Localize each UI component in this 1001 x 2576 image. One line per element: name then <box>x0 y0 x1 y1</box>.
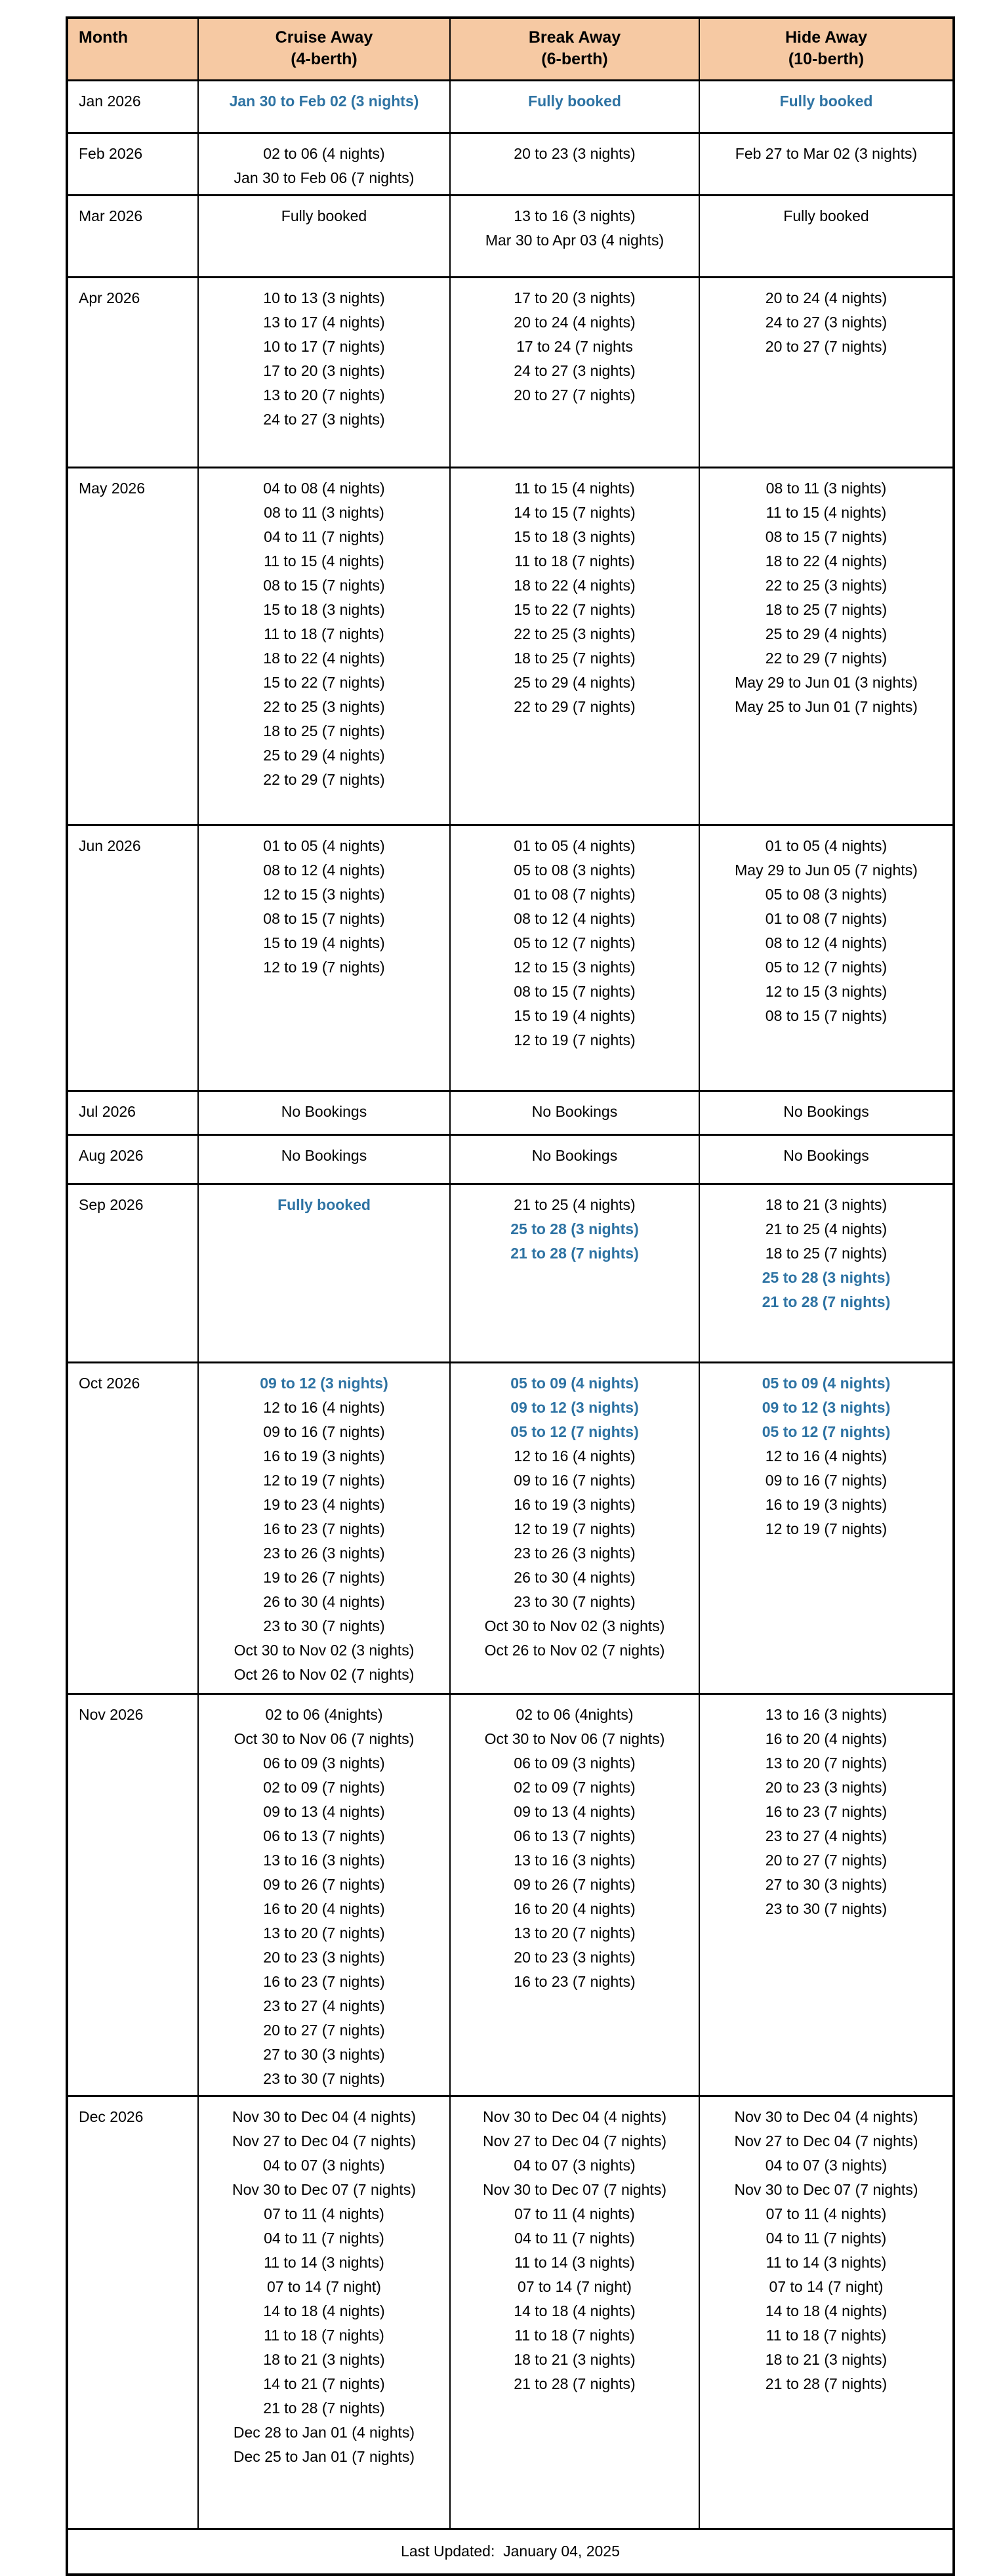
column-header-month <box>67 18 198 80</box>
availability-entry: 19 to 26 (7 nights) <box>263 1568 385 1586</box>
column-header-hide-away <box>699 18 954 80</box>
table-row <box>67 2096 954 2529</box>
availability-entry: 11 to 18 (7 nights) <box>766 2326 887 2344</box>
break-away-cell <box>450 1693 699 2096</box>
availability-entry: 08 to 12 (4 nights) <box>765 934 888 951</box>
cruise-away-cell <box>198 825 450 1091</box>
availability-entry: 17 to 24 (7 nights <box>516 337 633 355</box>
month-label: Mar 2026 <box>67 195 198 277</box>
availability-entry: 26 to 30 (4 nights) <box>263 1592 385 1610</box>
month-label: Jul 2026 <box>67 1091 198 1134</box>
availability-entry: 24 to 27 (3 nights) <box>263 410 385 428</box>
column-header-label: Hide Away <box>785 28 868 47</box>
hide-away-cell <box>699 467 954 825</box>
availability-entry: 20 to 23 (3 nights) <box>514 1948 636 1966</box>
availability-entry: 05 to 09 (4 nights) <box>510 1374 639 1392</box>
availability-entry: 01 to 08 (7 nights) <box>765 909 888 927</box>
availability-entry: 05 to 12 (7 nights) <box>514 934 636 951</box>
availability-entry: Oct 26 to Nov 02 (7 nights) <box>234 1665 415 1683</box>
column-header-break-away <box>450 18 699 80</box>
month-label: Nov 2026 <box>67 1693 198 2096</box>
availability-entry: 23 to 27 (4 nights) <box>263 1997 385 2014</box>
cruise-away-cell <box>198 1134 450 1184</box>
availability-entry: Oct 26 to Nov 02 (7 nights) <box>484 1641 665 1659</box>
hide-away-cell <box>699 2096 954 2529</box>
availability-entry: 02 to 09 (7 nights) <box>263 1778 385 1796</box>
availability-entry: 27 to 30 (3 nights) <box>263 2045 385 2063</box>
availability-entry: 21 to 28 (7 nights) <box>765 2375 888 2392</box>
availability-entry: 18 to 22 (4 nights) <box>263 649 385 667</box>
availability-entry: 16 to 20 (4 nights) <box>765 1730 888 1747</box>
availability-entry: 08 to 15 (7 nights) <box>263 576 385 594</box>
availability-entry: 06 to 13 (7 nights) <box>514 1827 636 1844</box>
availability-entry: 09 to 16 (7 nights) <box>765 1471 888 1489</box>
cruise-away-cell <box>198 467 450 825</box>
availability-entry: Feb 27 to Mar 02 (3 nights) <box>735 144 918 162</box>
availability-entry: Nov 30 to Dec 07 (7 nights) <box>734 2180 918 2198</box>
availability-entry: 14 to 15 (7 nights) <box>514 503 636 521</box>
availability-entry: 01 to 05 (4 nights) <box>263 837 385 854</box>
break-away-cell <box>450 825 699 1091</box>
cruise-away-cell <box>198 277 450 467</box>
availability-entry: May 29 to Jun 01 (3 nights) <box>735 673 918 691</box>
availability-entry: No Bookings <box>281 1146 367 1164</box>
hide-away-cell <box>699 1184 954 1362</box>
availability-entry: 11 to 14 (3 nights) <box>514 2253 635 2271</box>
column-header-berth: (10-berth) <box>788 50 865 68</box>
availability-entry: 11 to 15 (4 nights) <box>514 479 635 497</box>
availability-entry: Oct 30 to Nov 06 (7 nights) <box>234 1730 415 1747</box>
cruise-away-cell <box>198 133 450 195</box>
availability-entry: 18 to 21 (3 nights) <box>765 1195 888 1213</box>
table-row <box>67 1134 954 1184</box>
availability-entry: 10 to 17 (7 nights) <box>263 337 385 355</box>
availability-entry: 01 to 05 (4 nights) <box>514 837 636 854</box>
table-row <box>67 80 954 133</box>
availability-entry: 06 to 09 (3 nights) <box>514 1754 636 1772</box>
availability-entry: 13 to 20 (7 nights) <box>514 1924 636 1942</box>
availability-entry: 14 to 18 (4 nights) <box>514 2302 636 2319</box>
availability-entry: 05 to 09 (4 nights) <box>762 1374 891 1392</box>
cruise-away-cell <box>198 80 450 133</box>
availability-entry: 12 to 19 (7 nights) <box>514 1031 636 1049</box>
availability-entry: 23 to 30 (7 nights) <box>514 1592 636 1610</box>
availability-entry: 18 to 22 (4 nights) <box>765 552 888 570</box>
availability-entry: Dec 28 to Jan 01 (4 nights) <box>233 2423 415 2441</box>
availability-entry: 11 to 14 (3 nights) <box>766 2253 887 2271</box>
availability-entry: 21 to 25 (4 nights) <box>765 1220 888 1237</box>
availability-entry: Jan 30 to Feb 06 (7 nights) <box>234 169 415 186</box>
availability-entry: 25 to 29 (4 nights) <box>263 746 385 764</box>
availability-entry: 11 to 15 (4 nights) <box>264 552 384 570</box>
column-header-label: Month <box>79 28 128 47</box>
month-label: Dec 2026 <box>67 2096 198 2529</box>
availability-entry: 08 to 12 (4 nights) <box>514 909 636 927</box>
availability-entry: No Bookings <box>783 1146 869 1164</box>
hide-away-cell <box>699 1693 954 2096</box>
table-row <box>67 133 954 195</box>
month-label: Sep 2026 <box>67 1184 198 1362</box>
hide-away-cell <box>699 1134 954 1184</box>
availability-entry: 06 to 13 (7 nights) <box>263 1827 385 1844</box>
cruise-away-cell <box>198 1091 450 1134</box>
availability-entry: 15 to 22 (7 nights) <box>263 673 385 691</box>
column-header-berth: (4-berth) <box>291 50 358 68</box>
availability-entry: 20 to 24 (4 nights) <box>514 313 636 331</box>
availability-entry: Fully booked <box>281 207 367 224</box>
availability-entry: Fully booked <box>528 92 621 110</box>
availability-entry: 15 to 19 (4 nights) <box>263 934 385 951</box>
availability-entry: 23 to 30 (7 nights) <box>765 1900 888 1917</box>
availability-entry: Nov 27 to Dec 04 (7 nights) <box>734 2132 918 2150</box>
availability-entry: 23 to 27 (4 nights) <box>765 1827 888 1844</box>
availability-entry: 04 to 07 (3 nights) <box>514 2156 636 2174</box>
cruise-away-cell <box>198 1362 450 1693</box>
availability-entry: 16 to 23 (7 nights) <box>263 1520 385 1537</box>
availability-entry: 08 to 15 (7 nights) <box>263 909 385 927</box>
break-away-cell <box>450 1362 699 1693</box>
availability-entry: 06 to 09 (3 nights) <box>263 1754 385 1772</box>
availability-entry: 05 to 12 (7 nights) <box>765 958 888 976</box>
availability-entry: 08 to 12 (4 nights) <box>263 861 385 879</box>
hide-away-cell <box>699 277 954 467</box>
availability-entry: 01 to 05 (4 nights) <box>765 837 888 854</box>
availability-entry: 23 to 26 (3 nights) <box>263 1544 385 1562</box>
availability-entry: No Bookings <box>531 1102 618 1120</box>
availability-entry: 22 to 29 (7 nights) <box>765 649 888 667</box>
column-header-cruise-away <box>198 18 450 80</box>
availability-entry: 15 to 19 (4 nights) <box>514 1007 636 1024</box>
availability-entry: 02 to 06 (4nights) <box>516 1705 634 1723</box>
table-row <box>67 1362 954 1693</box>
break-away-cell <box>450 133 699 195</box>
header-row <box>67 18 954 80</box>
availability-entry: 18 to 25 (7 nights) <box>765 1244 888 1262</box>
availability-entry: 05 to 08 (3 nights) <box>765 885 888 903</box>
month-label: Aug 2026 <box>67 1134 198 1184</box>
availability-entry: 16 to 19 (3 nights) <box>765 1495 888 1513</box>
availability-entry: 09 to 16 (7 nights) <box>263 1423 385 1440</box>
availability-entry: 04 to 11 (7 nights) <box>766 2229 887 2247</box>
table-header <box>67 18 954 80</box>
availability-entry: 18 to 21 (3 nights) <box>514 2350 636 2368</box>
availability-entry: 21 to 28 (7 nights) <box>762 1293 891 1310</box>
availability-entry: 04 to 07 (3 nights) <box>765 2156 888 2174</box>
column-header-label: Cruise Away <box>275 28 373 47</box>
column-header-label: Break Away <box>528 28 621 47</box>
availability-entry: 18 to 22 (4 nights) <box>514 576 636 594</box>
table-row <box>67 1693 954 2096</box>
footer-row <box>67 2529 954 2575</box>
availability-entry: 20 to 27 (7 nights) <box>765 337 888 355</box>
availability-entry: 07 to 11 (4 nights) <box>766 2205 887 2222</box>
availability-entry: 21 to 28 (7 nights) <box>263 2399 385 2417</box>
month-label: Jan 2026 <box>67 80 198 133</box>
table-row <box>67 195 954 277</box>
availability-entry: 11 to 18 (7 nights) <box>514 2326 635 2344</box>
availability-entry: No Bookings <box>281 1102 367 1120</box>
availability-entry: 26 to 30 (4 nights) <box>514 1568 636 1586</box>
month-label: Jun 2026 <box>67 825 198 1091</box>
availability-entry: 23 to 30 (7 nights) <box>263 1617 385 1634</box>
availability-entry: 08 to 15 (7 nights) <box>765 1007 888 1024</box>
availability-entry: 20 to 23 (3 nights) <box>514 144 636 162</box>
availability-entry: 09 to 13 (4 nights) <box>514 1802 636 1820</box>
table-body <box>67 80 954 2529</box>
table-row <box>67 277 954 467</box>
availability-entry: 12 to 19 (7 nights) <box>263 958 385 976</box>
availability-entry: 05 to 08 (3 nights) <box>514 861 636 879</box>
availability-entry: 13 to 16 (3 nights) <box>514 207 636 224</box>
availability-entry: 18 to 21 (3 nights) <box>263 2350 385 2368</box>
availability-entry: 14 to 18 (4 nights) <box>263 2302 385 2319</box>
availability-entry: 11 to 18 (7 nights) <box>514 552 635 570</box>
availability-table <box>66 16 955 2576</box>
availability-entry: 24 to 27 (3 nights) <box>514 362 636 379</box>
break-away-cell <box>450 1184 699 1362</box>
availability-entry: 16 to 19 (3 nights) <box>514 1495 636 1513</box>
hide-away-cell <box>699 825 954 1091</box>
availability-entry: 23 to 26 (3 nights) <box>514 1544 636 1562</box>
availability-entry: 09 to 26 (7 nights) <box>514 1875 636 1893</box>
availability-entry: Oct 30 to Nov 06 (7 nights) <box>484 1730 665 1747</box>
break-away-cell <box>450 195 699 277</box>
availability-entry: 22 to 25 (3 nights) <box>765 576 888 594</box>
break-away-cell <box>450 80 699 133</box>
availability-entry: 09 to 12 (3 nights) <box>510 1398 639 1416</box>
availability-entry: 12 to 16 (4 nights) <box>514 1447 636 1465</box>
availability-entry: 04 to 07 (3 nights) <box>263 2156 385 2174</box>
availability-entry: 13 to 17 (4 nights) <box>263 313 385 331</box>
availability-entry: 15 to 18 (3 nights) <box>263 600 385 618</box>
availability-entry: 09 to 13 (4 nights) <box>263 1802 385 1820</box>
availability-entry: Dec 25 to Jan 01 (7 nights) <box>233 2447 415 2465</box>
availability-entry: 18 to 25 (7 nights) <box>765 600 888 618</box>
availability-entry: 19 to 23 (4 nights) <box>263 1495 385 1513</box>
cruise-away-cell <box>198 2096 450 2529</box>
availability-entry: 23 to 30 (7 nights) <box>263 2069 385 2087</box>
availability-entry: 05 to 12 (7 nights) <box>510 1423 639 1440</box>
availability-entry: 24 to 27 (3 nights) <box>765 313 888 331</box>
hide-away-cell <box>699 1091 954 1134</box>
break-away-cell <box>450 277 699 467</box>
cruise-away-cell <box>198 1693 450 2096</box>
availability-entry: 11 to 15 (4 nights) <box>766 503 887 521</box>
table-row <box>67 1091 954 1134</box>
availability-entry: 08 to 11 (3 nights) <box>264 503 384 521</box>
table-row <box>67 1184 954 1362</box>
availability-entry: 05 to 12 (7 nights) <box>762 1423 891 1440</box>
availability-entry: 15 to 22 (7 nights) <box>514 600 636 618</box>
availability-entry: 21 to 28 (7 nights) <box>510 1244 639 1262</box>
cruise-away-cell <box>198 195 450 277</box>
availability-entry: Nov 27 to Dec 04 (7 nights) <box>232 2132 416 2150</box>
availability-entry: 02 to 06 (4nights) <box>265 1705 383 1723</box>
break-away-cell <box>450 1091 699 1134</box>
availability-entry: 04 to 08 (4 nights) <box>263 479 385 497</box>
table-row <box>67 467 954 825</box>
availability-entry: 22 to 29 (7 nights) <box>263 770 385 788</box>
availability-entry: 18 to 25 (7 nights) <box>514 649 636 667</box>
availability-entry: 11 to 18 (7 nights) <box>264 625 384 642</box>
availability-entry: 04 to 11 (7 nights) <box>514 2229 635 2247</box>
availability-entry: Nov 30 to Dec 07 (7 nights) <box>483 2180 666 2198</box>
availability-entry: 13 to 20 (7 nights) <box>765 1754 888 1772</box>
availability-entry: 07 to 11 (4 nights) <box>264 2205 384 2222</box>
availability-entry: 14 to 18 (4 nights) <box>765 2302 888 2319</box>
availability-entry: 25 to 29 (4 nights) <box>514 673 636 691</box>
availability-entry: 25 to 29 (4 nights) <box>765 625 888 642</box>
availability-entry: 17 to 20 (3 nights) <box>514 289 636 306</box>
month-label: May 2026 <box>67 467 198 825</box>
availability-entry: 08 to 15 (7 nights) <box>765 528 888 545</box>
availability-entry: 22 to 29 (7 nights) <box>514 697 636 715</box>
availability-entry: Fully booked <box>779 92 873 110</box>
availability-entry: 22 to 25 (3 nights) <box>263 697 385 715</box>
availability-entry: 20 to 27 (7 nights) <box>514 386 636 404</box>
break-away-cell <box>450 2096 699 2529</box>
availability-entry: 15 to 18 (3 nights) <box>514 528 636 545</box>
availability-entry: 08 to 15 (7 nights) <box>514 982 636 1000</box>
availability-entry: 08 to 11 (3 nights) <box>766 479 887 497</box>
availability-entry: 04 to 11 (7 nights) <box>264 528 384 545</box>
availability-entry: 11 to 14 (3 nights) <box>264 2253 384 2271</box>
availability-entry: 01 to 08 (7 nights) <box>514 885 636 903</box>
hide-away-cell <box>699 80 954 133</box>
hide-away-cell <box>699 1362 954 1693</box>
availability-entry: 20 to 23 (3 nights) <box>263 1948 385 1966</box>
hide-away-cell <box>699 195 954 277</box>
availability-entry: 12 to 15 (3 nights) <box>263 885 385 903</box>
month-label: Apr 2026 <box>67 277 198 467</box>
availability-entry: 02 to 09 (7 nights) <box>514 1778 636 1796</box>
availability-entry: 12 to 16 (4 nights) <box>765 1447 888 1465</box>
availability-entry: 07 to 11 (4 nights) <box>514 2205 635 2222</box>
availability-entry: 20 to 27 (7 nights) <box>263 2021 385 2039</box>
availability-entry: Mar 30 to Apr 03 (4 nights) <box>485 231 664 249</box>
availability-entry: 20 to 23 (3 nights) <box>765 1778 888 1796</box>
availability-entry: 21 to 25 (4 nights) <box>514 1195 636 1213</box>
availability-entry: 07 to 14 (7 night) <box>267 2277 381 2295</box>
availability-entry: Oct 30 to Nov 02 (3 nights) <box>484 1617 665 1634</box>
availability-entry: 13 to 16 (3 nights) <box>263 1851 385 1869</box>
availability-entry: 27 to 30 (3 nights) <box>765 1875 888 1893</box>
hide-away-cell <box>699 133 954 195</box>
availability-entry: 16 to 20 (4 nights) <box>263 1900 385 1917</box>
availability-entry: No Bookings <box>531 1146 618 1164</box>
availability-entry: 12 to 19 (7 nights) <box>765 1520 888 1537</box>
availability-entry: 20 to 27 (7 nights) <box>765 1851 888 1869</box>
availability-entry: Jan 30 to Feb 02 (3 nights) <box>229 92 419 110</box>
break-away-cell <box>450 1134 699 1184</box>
table-footer <box>67 2529 954 2575</box>
availability-entry: Nov 30 to Dec 04 (4 nights) <box>734 2108 918 2125</box>
availability-entry: 11 to 18 (7 nights) <box>264 2326 384 2344</box>
month-label: Feb 2026 <box>67 133 198 195</box>
availability-entry: 18 to 25 (7 nights) <box>263 722 385 739</box>
break-away-cell <box>450 467 699 825</box>
availability-entry: 07 to 14 (7 night) <box>769 2277 884 2295</box>
availability-entry: 09 to 16 (7 nights) <box>514 1471 636 1489</box>
availability-entry: 25 to 28 (3 nights) <box>762 1268 891 1286</box>
availability-entry: 13 to 20 (7 nights) <box>263 1924 385 1942</box>
table-row <box>67 825 954 1091</box>
column-header-berth: (6-berth) <box>541 50 608 68</box>
availability-entry: May 29 to Jun 05 (7 nights) <box>735 861 918 879</box>
availability-entry: Fully booked <box>783 207 869 224</box>
availability-entry: 10 to 13 (3 nights) <box>263 289 385 306</box>
availability-entry: 13 to 16 (3 nights) <box>514 1851 636 1869</box>
availability-entry: 12 to 19 (7 nights) <box>514 1520 636 1537</box>
availability-entry: 16 to 23 (7 nights) <box>263 1972 385 1990</box>
cruise-away-cell <box>198 1184 450 1362</box>
availability-entry: 09 to 12 (3 nights) <box>260 1374 388 1392</box>
availability-entry: Fully booked <box>277 1195 371 1213</box>
availability-entry: 12 to 19 (7 nights) <box>263 1471 385 1489</box>
availability-entry: 16 to 20 (4 nights) <box>514 1900 636 1917</box>
availability-entry: 13 to 16 (3 nights) <box>765 1705 888 1723</box>
availability-entry: Nov 27 to Dec 04 (7 nights) <box>483 2132 666 2150</box>
availability-entry: 14 to 21 (7 nights) <box>263 2375 385 2392</box>
availability-entry: 13 to 20 (7 nights) <box>263 386 385 404</box>
availability-entry: 09 to 26 (7 nights) <box>263 1875 385 1893</box>
availability-entry: 09 to 12 (3 nights) <box>762 1398 891 1416</box>
availability-entry: 12 to 15 (3 nights) <box>765 982 888 1000</box>
availability-entry: 16 to 19 (3 nights) <box>263 1447 385 1465</box>
availability-entry: 21 to 28 (7 nights) <box>514 2375 636 2392</box>
availability-entry: 17 to 20 (3 nights) <box>263 362 385 379</box>
availability-entry: 25 to 28 (3 nights) <box>510 1220 639 1237</box>
availability-entry: 16 to 23 (7 nights) <box>514 1972 636 1990</box>
availability-entry: 22 to 25 (3 nights) <box>514 625 636 642</box>
availability-entry: 02 to 06 (4 nights) <box>263 144 385 162</box>
availability-entry: 04 to 11 (7 nights) <box>264 2229 384 2247</box>
availability-entry: Nov 30 to Dec 07 (7 nights) <box>232 2180 416 2198</box>
availability-entry: Oct 30 to Nov 02 (3 nights) <box>234 1641 415 1659</box>
availability-entry: 20 to 24 (4 nights) <box>765 289 888 306</box>
availability-entry: May 25 to Jun 01 (7 nights) <box>735 697 918 715</box>
availability-entry: Nov 30 to Dec 04 (4 nights) <box>483 2108 666 2125</box>
availability-entry: 07 to 14 (7 night) <box>518 2277 632 2295</box>
availability-entry: Nov 30 to Dec 04 (4 nights) <box>232 2108 416 2125</box>
month-label: Oct 2026 <box>67 1362 198 1693</box>
availability-entry: 16 to 23 (7 nights) <box>765 1802 888 1820</box>
availability-entry: 18 to 21 (3 nights) <box>765 2350 888 2368</box>
last-updated-text: Last Updated: January 04, 2025 <box>67 2529 954 2575</box>
availability-entry: 12 to 15 (3 nights) <box>514 958 636 976</box>
availability-entry: No Bookings <box>783 1102 869 1120</box>
availability-entry: 12 to 16 (4 nights) <box>263 1398 385 1416</box>
